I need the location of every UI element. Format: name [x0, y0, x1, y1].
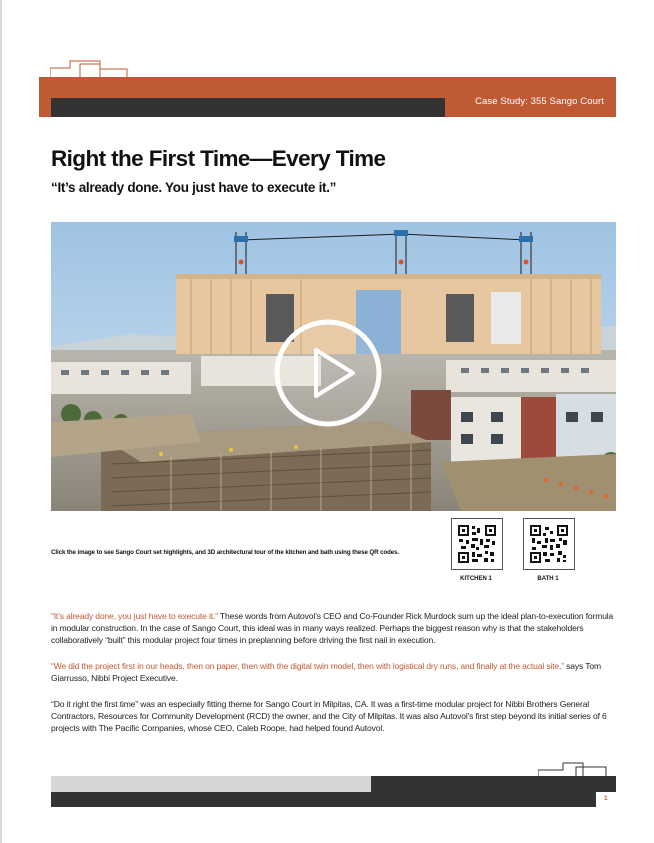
- page-subtitle: “It’s already done. You just have to execute it.”: [51, 180, 337, 195]
- paragraph-1: [51, 610, 616, 647]
- image-caption: Click the image to see Sango Court set highlights, and 3D architectural tour of the kitchen and bath using these QR codes.: [51, 549, 400, 556]
- page-number: 1: [604, 795, 608, 802]
- play-icon[interactable]: [273, 318, 383, 428]
- paragraph-3: “Do it right the first time” was an especially fitting theme for Sango Court in Milpitas, CA. It was a first-time modular project for Nibbi Brothers General Contractors, Resources for Community Development (RCD) the owner, and the City of Milpitas. It was also Autovol’s first step beyond its initial series of 6 projects with The Pacific Companies, whose CEO, Caleb Roope, had helped found Autovol.: [51, 699, 607, 734]
- case-study-label: Case Study: 355 Sango Court: [475, 96, 604, 107]
- qr-label-bath: BATH 1: [537, 576, 559, 582]
- qr-code-bath[interactable]: [523, 518, 575, 570]
- paragraph-2: [51, 660, 616, 684]
- qr-code-kitchen[interactable]: [451, 518, 503, 570]
- paragraph-2-text: says Tom Giarrusso, Nibbi Project Executive.: [51, 661, 601, 684]
- paragraph-1-text: These words from Autovol’s CEO and Co-Founder Rick Murdock sum up the ideal plan-to-execution formula in modular construction. In the case of Sango Court, this ideal was in many ways realized. Perhaps the biggest reason why is that the stakeholders collaboratively “built” this modular project four times in preplanning before driving the first nail in execution.: [51, 611, 614, 646]
- qr-icon: [530, 525, 568, 563]
- footer-dark-bar: [371, 776, 616, 792]
- qr-icon: [458, 525, 496, 563]
- paragraph-2-quote: “We did the project first in our heads, then on paper, then with the digital twin model, then with logistical dry runs, and finally at the actual site,”: [51, 661, 564, 671]
- page-edge: [0, 0, 2, 843]
- qr-label-kitchen: KITCHEN 1: [460, 576, 492, 582]
- building-outline-logo: [50, 58, 130, 78]
- page-title: Right the First Time—Every Time: [51, 146, 386, 171]
- footer-light-bar: [51, 776, 371, 792]
- header-dark-bar: [51, 98, 445, 117]
- footer-dark-band: [51, 792, 596, 807]
- paragraph-1-quote: “It’s already done, you just have to execute it.”: [51, 611, 218, 621]
